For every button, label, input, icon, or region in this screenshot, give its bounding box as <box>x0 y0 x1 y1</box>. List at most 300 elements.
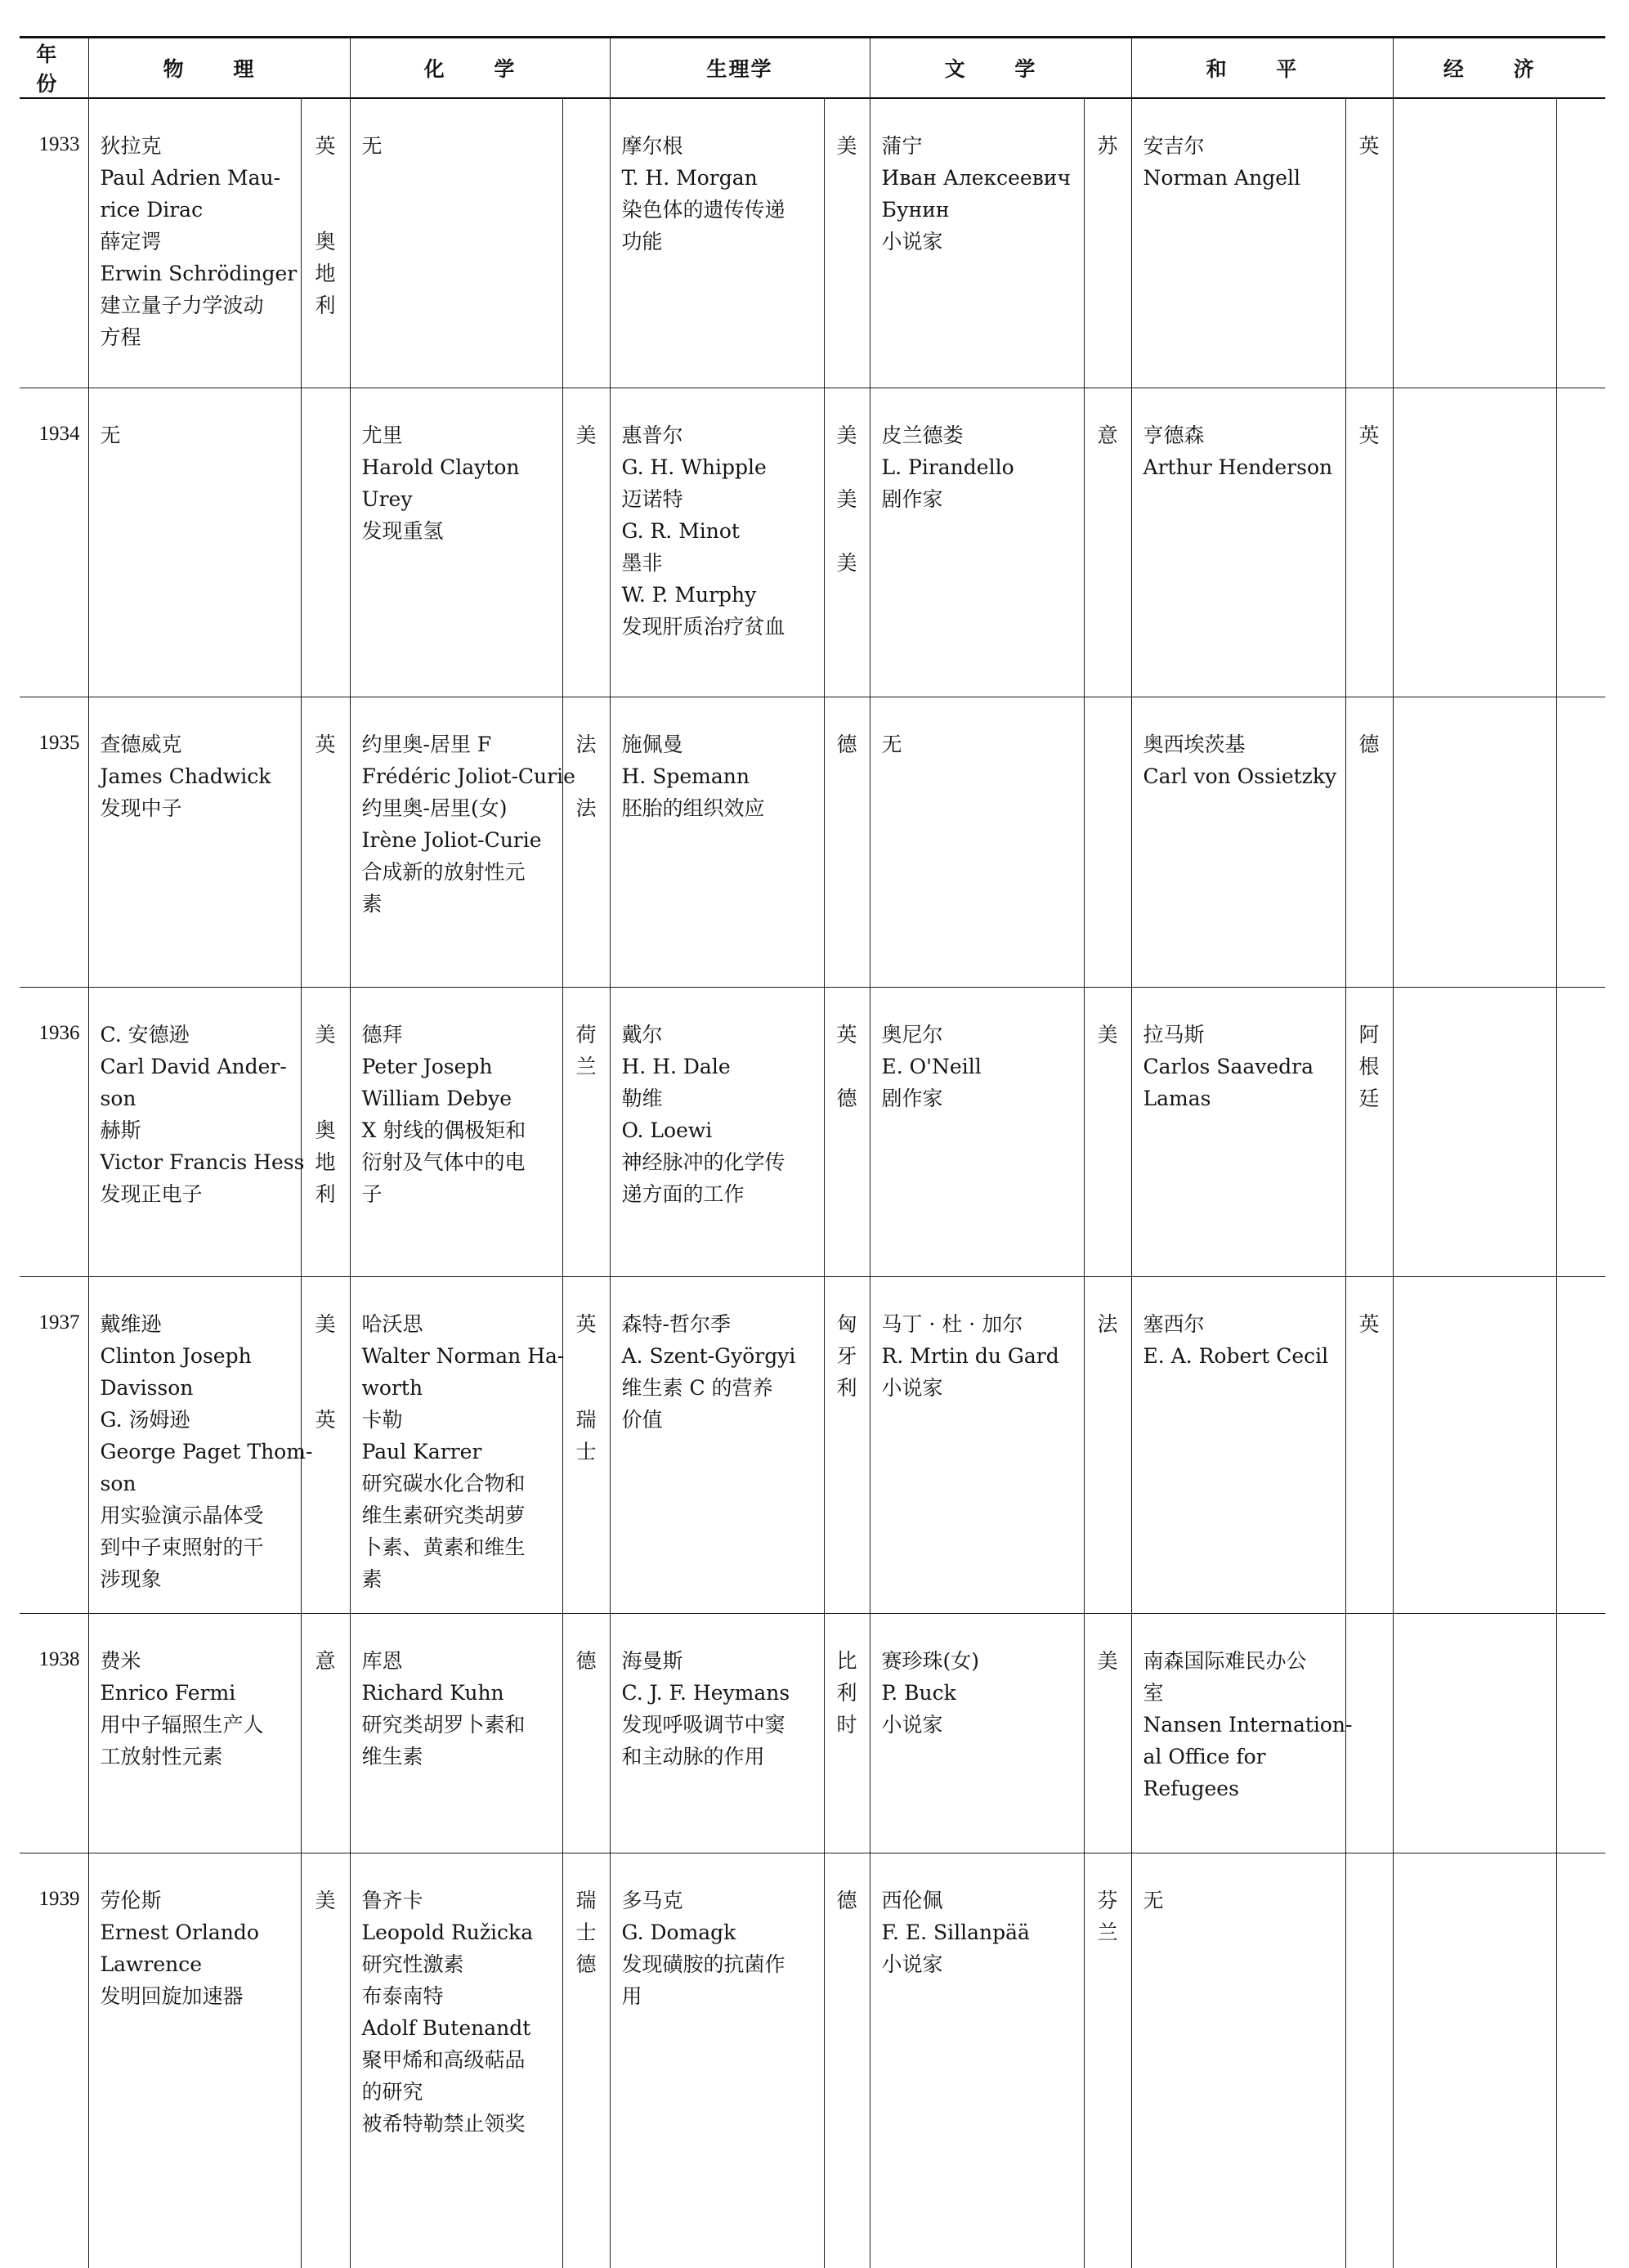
medicine-text-line: T. H. Morgan <box>621 166 758 190</box>
medicine-country-cell <box>824 1853 870 2268</box>
chemistry-laureate-cell <box>350 697 575 987</box>
header-medicine: 生理学 <box>610 38 870 99</box>
chemistry-text-line: X 射线的偶极矩和 <box>361 1118 526 1142</box>
table-row <box>20 1853 1605 2268</box>
physics-text-line: 赫斯 <box>100 1118 141 1142</box>
economics-laureate-cell <box>1393 1853 1556 2268</box>
country-char: 利 <box>836 1680 857 1705</box>
year-cell: 1936 <box>38 1021 80 1044</box>
medicine-text-line: O. Loewi <box>621 1118 713 1142</box>
peace-laureate-cell <box>1131 1853 1345 2268</box>
chemistry-country-cell <box>562 388 610 697</box>
chemistry-laureate-cell <box>350 1276 565 1613</box>
country-char: 利 <box>315 1181 336 1206</box>
year-cell: 1933 <box>38 133 80 155</box>
medicine-text-line: 迈诺特 <box>621 486 683 511</box>
medicine-text-line: 胚胎的组织效应 <box>621 796 765 820</box>
physics-text-line: 发明回旋加速器 <box>100 1983 244 2008</box>
table-row <box>20 388 1605 697</box>
medicine-text-line: C. J. F. Heymans <box>621 1680 790 1705</box>
physics-text-line: Clinton Joseph <box>100 1343 252 1368</box>
peace-text-line: 无 <box>1143 1888 1164 1912</box>
economics-laureate-cell <box>1393 98 1556 388</box>
peace-text-line: 拉马斯 <box>1143 1022 1205 1047</box>
peace-text-line: Refugees <box>1143 1776 1239 1800</box>
literature-text-line: Иван Алексеевич <box>881 166 1071 190</box>
country-char: 奥 <box>315 230 336 253</box>
country-char: 苏 <box>1097 134 1118 158</box>
nobel-prize-table-page <box>20 36 1605 2243</box>
literature-text-line: E. O'Neill <box>881 1054 982 1078</box>
country-char: 美 <box>836 134 857 158</box>
literature-laureate-cell <box>870 1613 1084 1853</box>
physics-text-line: 费米 <box>100 1648 141 1673</box>
literature-country-cell <box>1084 1276 1131 1613</box>
economics-country-cell <box>1556 1853 1605 2268</box>
country-char: 士 <box>575 1920 597 1944</box>
chemistry-text-line: Richard Kuhn <box>361 1680 504 1705</box>
literature-text-line: 西伦佩 <box>881 1888 943 1912</box>
medicine-text-line: 墨非 <box>621 550 663 575</box>
country-char <box>825 1051 870 1082</box>
medicine-country-cell <box>824 1276 870 1613</box>
physics-text-line: George Paget Thom- <box>100 1439 313 1463</box>
chemistry-text-line: 研究性激素 <box>361 1952 464 1976</box>
physics-text-line: 涉现象 <box>100 1567 162 1591</box>
literature-text-line: 皮兰德娄 <box>881 423 964 447</box>
medicine-laureate-cell <box>610 388 824 697</box>
country-char: 根 <box>1358 1054 1380 1078</box>
peace-country-cell <box>1345 1276 1393 1613</box>
chemistry-text-line: Irène Joliot-Curie <box>361 827 542 852</box>
literature-text-line: 小说家 <box>881 1375 943 1400</box>
country-char: 时 <box>836 1712 857 1737</box>
literature-laureate-cell <box>870 1853 1084 2268</box>
chemistry-laureate-cell <box>350 1613 562 1853</box>
physics-text-line: 方程 <box>100 325 141 349</box>
country-char <box>302 1372 350 1404</box>
country-char: 美 <box>1097 1648 1118 1673</box>
peace-text-line: 室 <box>1143 1680 1164 1705</box>
peace-country-cell <box>1345 1853 1393 2268</box>
year-cell: 1939 <box>38 1887 80 1910</box>
country-char: 德 <box>575 1952 597 1976</box>
medicine-country-cell <box>824 1613 870 1853</box>
literature-text-line: 小说家 <box>881 1952 943 1976</box>
medicine-text-line: 惠普尔 <box>621 423 683 447</box>
country-char: 意 <box>1097 423 1118 447</box>
literature-text-line: 剧作家 <box>881 486 943 511</box>
year-cell: 1935 <box>38 731 80 754</box>
medicine-text-line: 发现肝质治疗贫血 <box>621 614 785 639</box>
literature-text-line: 马丁 · 杜 · 加尔 <box>881 1311 1023 1336</box>
medicine-text-line: A. Szent-Györgyi <box>621 1343 796 1368</box>
physics-country-cell <box>301 697 350 987</box>
medicine-laureate-cell <box>610 987 824 1276</box>
medicine-laureate-cell <box>610 1613 824 1853</box>
economics-laureate-cell <box>1393 1276 1556 1613</box>
medicine-text-line: 递方面的工作 <box>621 1181 745 1206</box>
chemistry-country-cell <box>562 1853 610 2268</box>
physics-text-line: 戴维逊 <box>100 1311 162 1336</box>
medicine-text-line: 多马克 <box>621 1888 683 1912</box>
medicine-text-line: 勒维 <box>621 1086 663 1110</box>
physics-text-line: 发现正电子 <box>100 1181 203 1206</box>
country-char: 匈 <box>836 1311 857 1336</box>
peace-text-line: Carl von Ossietzky <box>1143 764 1337 788</box>
country-char: 廷 <box>1358 1086 1380 1110</box>
country-char: 芬 <box>1097 1888 1118 1912</box>
physics-laureate-cell <box>88 1853 301 2268</box>
peace-text-line: Lamas <box>1143 1086 1211 1110</box>
country-char: 兰 <box>575 1054 597 1078</box>
literature-country-cell <box>1084 98 1131 388</box>
peace-text-line: Carlos Saavedra <box>1143 1054 1314 1078</box>
country-char: 英 <box>1358 1311 1380 1336</box>
chemistry-text-line: 卜素、黄素和维生 <box>361 1535 526 1559</box>
peace-laureate-cell <box>1131 1276 1345 1613</box>
country-char: 德 <box>575 1648 597 1673</box>
medicine-text-line: 价值 <box>621 1407 663 1432</box>
chemistry-text-line: 约里奥-居里(女) <box>361 796 508 820</box>
medicine-text-line: H. Spemann <box>621 764 750 788</box>
literature-country-cell <box>1084 1613 1131 1853</box>
chemistry-country-cell <box>562 987 610 1276</box>
medicine-text-line: 神经脉冲的化学传 <box>621 1150 785 1174</box>
chemistry-text-line: 鲁齐卡 <box>361 1888 423 1912</box>
table-row <box>20 1276 1605 1613</box>
chemistry-text-line: Walter Norman Ha- <box>361 1343 565 1368</box>
chemistry-country-cell <box>562 98 610 388</box>
physics-laureate-cell <box>88 1276 313 1613</box>
medicine-laureate-cell <box>610 697 824 987</box>
peace-text-line: Norman Angell <box>1143 166 1300 190</box>
country-char <box>302 1051 350 1082</box>
medicine-text-line: 森特-哲尔季 <box>621 1311 731 1336</box>
medicine-laureate-cell <box>610 1276 824 1613</box>
header-economics: 经 济 <box>1393 38 1605 99</box>
chemistry-text-line: 卡勒 <box>361 1407 403 1432</box>
country-char: 德 <box>836 1888 857 1912</box>
header-peace: 和 平 <box>1131 38 1393 99</box>
medicine-text-line: 发现呼吸调节中窦 <box>621 1712 785 1737</box>
country-char: 兰 <box>1097 1920 1118 1944</box>
peace-laureate-cell <box>1131 697 1345 987</box>
physics-text-line: 狄拉克 <box>100 134 162 158</box>
medicine-text-line: 功能 <box>621 230 663 253</box>
chemistry-text-line: 德拜 <box>361 1022 403 1047</box>
chemistry-text-line: 约里奥-居里 F <box>361 732 492 756</box>
table-body <box>20 98 1605 2268</box>
country-char <box>302 1082 350 1114</box>
literature-laureate-cell <box>870 98 1084 388</box>
literature-text-line: F. E. Sillanpää <box>881 1920 1030 1944</box>
header-year: 年 份 <box>20 38 88 99</box>
peace-country-cell <box>1345 1613 1393 1853</box>
peace-laureate-cell <box>1131 987 1345 1276</box>
country-char: 瑞 <box>575 1888 597 1912</box>
chemistry-laureate-cell <box>350 1853 562 2268</box>
peace-text-line: Nansen Internation- <box>1143 1712 1353 1737</box>
country-char: 法 <box>575 796 597 820</box>
literature-laureate-cell <box>870 987 1084 1276</box>
chemistry-text-line: William Debye <box>361 1086 512 1110</box>
medicine-text-line: 摩尔根 <box>621 134 683 158</box>
literature-laureate-cell <box>870 1276 1084 1613</box>
physics-text-line: 查德威克 <box>100 732 182 756</box>
country-char <box>563 1372 610 1404</box>
economics-country-cell <box>1556 987 1605 1276</box>
chemistry-text-line: 的研究 <box>361 2079 423 2104</box>
medicine-text-line: H. H. Dale <box>621 1054 731 1078</box>
literature-country-cell <box>1084 987 1131 1276</box>
literature-text-line: 蒲宁 <box>881 134 923 158</box>
country-char: 英 <box>1358 134 1380 158</box>
medicine-country-cell <box>824 987 870 1276</box>
chemistry-laureate-cell <box>350 98 562 388</box>
country-char: 法 <box>575 732 597 756</box>
chemistry-text-line: Paul Karrer <box>361 1439 482 1463</box>
chemistry-text-line: Harold Clayton <box>361 455 520 479</box>
physics-text-line: 劳伦斯 <box>100 1888 162 1912</box>
country-char: 英 <box>315 134 336 158</box>
economics-country-cell <box>1556 98 1605 388</box>
literature-text-line: R. Mrtin du Gard <box>881 1343 1059 1368</box>
economics-country-cell <box>1556 697 1605 987</box>
peace-text-line: 奥西埃茨基 <box>1143 732 1246 756</box>
chemistry-text-line: 布泰南特 <box>361 1983 444 2008</box>
physics-country-cell <box>301 98 350 388</box>
physics-text-line: 建立量子力学波动 <box>100 294 264 317</box>
country-char: 英 <box>836 1022 857 1047</box>
country-char: 比 <box>836 1648 857 1673</box>
literature-country-cell <box>1084 1853 1131 2268</box>
chemistry-text-line: 维生素 <box>361 1744 423 1768</box>
chemistry-text-line: Adolf Butenandt <box>361 2015 531 2040</box>
peace-text-line: Arthur Henderson <box>1143 455 1333 479</box>
literature-text-line: 小说家 <box>881 1712 943 1737</box>
medicine-text-line: 施佩曼 <box>621 732 683 756</box>
chemistry-text-line: 素 <box>361 1567 383 1591</box>
literature-text-line: 赛珍珠(女) <box>881 1648 980 1673</box>
medicine-country-cell <box>824 98 870 388</box>
physics-text-line: G. 汤姆逊 <box>100 1407 190 1432</box>
country-char: 美 <box>315 1022 336 1047</box>
country-char: 地 <box>315 262 336 285</box>
chemistry-text-line: 素 <box>361 891 383 916</box>
chemistry-text-line: 发现重氢 <box>361 518 444 543</box>
chemistry-text-line: Urey <box>361 486 413 511</box>
header-chemistry: 化 学 <box>350 38 610 99</box>
physics-text-line: Paul Adrien Mau- <box>100 166 281 190</box>
chemistry-text-line: 被希特勒禁止领奖 <box>361 2111 526 2136</box>
physics-text-line: Enrico Fermi <box>100 1680 236 1705</box>
table-row <box>20 697 1605 987</box>
country-char: 牙 <box>836 1343 857 1368</box>
literature-text-line: 无 <box>881 732 902 756</box>
physics-text-line: 用中子辐照生产人 <box>100 1712 264 1737</box>
peace-text-line: 安吉尔 <box>1143 134 1205 158</box>
physics-text-line: Carl David Ander- <box>100 1054 287 1078</box>
chemistry-text-line: 研究类胡罗卜素和 <box>361 1712 526 1737</box>
physics-country-cell <box>301 388 350 697</box>
table-row <box>20 98 1605 388</box>
peace-text-line: 南森国际难民办公 <box>1143 1648 1307 1673</box>
physics-laureate-cell <box>88 697 301 987</box>
country-char: 英 <box>575 1311 597 1336</box>
physics-text-line: Erwin Schrödinger <box>100 262 298 285</box>
physics-country-cell <box>301 987 350 1276</box>
literature-country-cell <box>1084 697 1131 987</box>
medicine-text-line: 维生素 C 的营养 <box>621 1375 773 1400</box>
physics-laureate-cell <box>88 1613 301 1853</box>
country-char: 美 <box>315 1311 336 1336</box>
table-row <box>20 1613 1605 1853</box>
peace-laureate-cell <box>1131 98 1345 388</box>
physics-text-line: Davisson <box>100 1375 194 1400</box>
country-char: 阿 <box>1358 1022 1380 1047</box>
country-char: 荷 <box>575 1022 597 1047</box>
literature-country-cell <box>1084 388 1131 697</box>
country-char: 利 <box>315 294 336 317</box>
medicine-text-line: 染色体的遗传传递 <box>621 198 785 222</box>
chemistry-text-line: 维生素研究类胡萝 <box>361 1503 526 1527</box>
country-char <box>825 515 870 547</box>
economics-country-cell <box>1556 388 1605 697</box>
country-char: 英 <box>1358 423 1380 447</box>
header-physics: 物 理 <box>88 38 350 99</box>
chemistry-text-line: Frédéric Joliot-Curie <box>361 764 575 788</box>
medicine-text-line: G. Domagk <box>621 1920 736 1944</box>
physics-country-cell <box>301 1613 350 1853</box>
economics-country-cell <box>1556 1276 1605 1613</box>
peace-text-line: 亨德森 <box>1143 423 1205 447</box>
chemistry-laureate-cell <box>350 388 562 697</box>
country-char: 意 <box>315 1648 336 1673</box>
literature-laureate-cell <box>870 388 1084 697</box>
medicine-text-line: 用 <box>621 1983 642 2008</box>
economics-laureate-cell <box>1393 1613 1556 1853</box>
country-char: 地 <box>315 1150 336 1174</box>
medicine-text-line: 发现磺胺的抗菌作 <box>621 1952 785 1976</box>
country-char: 士 <box>575 1439 597 1463</box>
chemistry-country-cell <box>562 1613 610 1853</box>
chemistry-text-line: 无 <box>361 134 383 158</box>
year-cell: 1938 <box>38 1647 80 1670</box>
country-char: 英 <box>315 1407 336 1432</box>
economics-laureate-cell <box>1393 987 1556 1276</box>
physics-text-line: 用实验演示晶体受 <box>100 1503 264 1527</box>
peace-country-cell <box>1345 98 1393 388</box>
country-char: 瑞 <box>575 1407 597 1432</box>
physics-laureate-cell <box>88 987 305 1276</box>
medicine-laureate-cell <box>610 1853 824 2268</box>
header-row <box>20 38 1605 99</box>
literature-text-line: 小说家 <box>881 230 943 253</box>
peace-laureate-cell <box>1131 388 1345 697</box>
physics-text-line: 到中子束照射的干 <box>100 1535 264 1559</box>
country-char <box>302 1340 350 1372</box>
medicine-text-line: 戴尔 <box>621 1022 663 1047</box>
medicine-text-line: G. H. Whipple <box>621 455 767 479</box>
chemistry-laureate-cell <box>350 987 562 1276</box>
physics-text-line: 发现中子 <box>100 796 182 820</box>
peace-text-line: 塞西尔 <box>1143 1311 1205 1336</box>
physics-text-line: Victor Francis Hess <box>100 1150 305 1174</box>
chemistry-text-line: worth <box>361 1375 423 1400</box>
literature-text-line: 奥尼尔 <box>881 1022 943 1047</box>
literature-text-line: L. Pirandello <box>881 455 1014 479</box>
chemistry-text-line: 合成新的放射性元 <box>361 859 526 884</box>
chemistry-text-line: 聚甲烯和高级萜品 <box>361 2047 526 2072</box>
country-char <box>302 194 350 226</box>
physics-text-line: 工放射性元素 <box>100 1744 223 1768</box>
medicine-text-line: 海曼斯 <box>621 1648 683 1673</box>
physics-text-line: Ernest Orlando <box>100 1920 259 1944</box>
peace-country-cell <box>1345 697 1393 987</box>
country-char: 德 <box>836 732 857 756</box>
country-char: 德 <box>1358 732 1380 756</box>
country-char: 利 <box>836 1375 857 1400</box>
physics-text-line: 无 <box>100 423 121 447</box>
literature-laureate-cell <box>870 697 1084 987</box>
chemistry-text-line: 库恩 <box>361 1648 403 1673</box>
physics-text-line: 薛定谔 <box>100 230 162 253</box>
medicine-country-cell <box>824 697 870 987</box>
chemistry-text-line: Peter Joseph <box>361 1054 493 1078</box>
chemistry-text-line: 尤里 <box>361 423 403 447</box>
physics-text-line: C. 安德逊 <box>100 1022 190 1047</box>
chemistry-text-line: Leopold Ružicka <box>361 1920 534 1944</box>
physics-text-line: James Chadwick <box>100 764 271 788</box>
economics-laureate-cell <box>1393 697 1556 987</box>
literature-text-line: P. Buck <box>881 1680 956 1705</box>
peace-text-line: E. A. Robert Cecil <box>1143 1343 1329 1368</box>
chemistry-text-line: 衍射及气体中的电 <box>361 1150 526 1174</box>
medicine-text-line: G. R. Minot <box>621 518 740 543</box>
peace-text-line: al Office for <box>1143 1744 1266 1768</box>
literature-text-line: Бунин <box>881 198 950 222</box>
chemistry-text-line: 子 <box>361 1181 383 1206</box>
header-literature: 文 学 <box>870 38 1131 99</box>
chemistry-country-cell <box>562 1276 610 1613</box>
table-row <box>20 987 1605 1276</box>
physics-laureate-cell <box>88 388 301 697</box>
physics-text-line: son <box>100 1086 136 1110</box>
country-char: 英 <box>315 732 336 756</box>
country-char: 德 <box>836 1086 857 1110</box>
chemistry-text-line: 研究碳水化合物和 <box>361 1471 526 1495</box>
chemistry-country-cell <box>562 697 610 987</box>
peace-country-cell <box>1345 987 1393 1276</box>
country-char: 法 <box>1097 1311 1118 1336</box>
physics-text-line: rice Dirac <box>100 198 204 222</box>
medicine-text-line: 和主动脉的作用 <box>621 1744 765 1768</box>
year-cell: 1937 <box>38 1311 80 1333</box>
physics-laureate-cell <box>88 98 301 388</box>
physics-text-line: Lawrence <box>100 1952 203 1976</box>
economics-laureate-cell <box>1393 388 1556 697</box>
peace-laureate-cell <box>1131 1613 1353 1853</box>
year-cell: 1934 <box>38 422 80 445</box>
country-char <box>302 162 350 194</box>
country-char: 美 <box>836 486 857 511</box>
country-char: 美 <box>315 1888 336 1912</box>
country-char <box>563 1340 610 1372</box>
literature-text-line: 剧作家 <box>881 1086 943 1110</box>
country-char: 美 <box>575 423 597 447</box>
chemistry-text-line: 哈沃思 <box>361 1311 423 1336</box>
